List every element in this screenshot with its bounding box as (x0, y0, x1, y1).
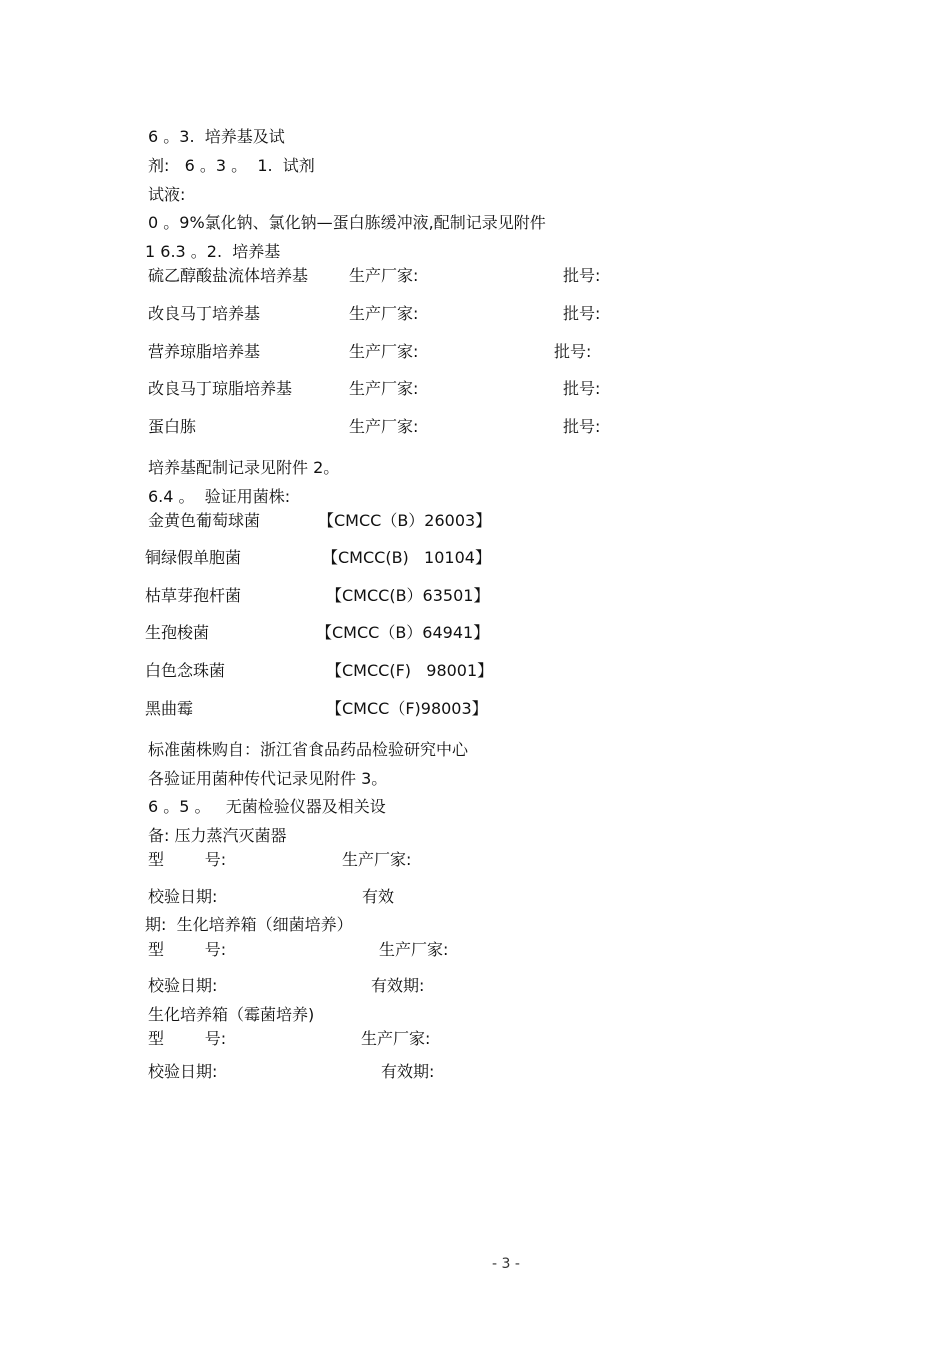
strain-code: 【CMCC（B）26003】 (318, 511, 492, 530)
section-6-5-title-cont: 备: 压力蒸汽灭菌器 (148, 826, 287, 845)
strain-code: 【CMCC(B）63501】 (326, 586, 490, 605)
strain-name: 白色念珠菌 (145, 661, 226, 680)
bacteria-incubator-valid-label: 有效期: (371, 976, 425, 995)
media-batch-label: 批号: (563, 417, 601, 436)
media-name: 改良马丁培养基 (148, 304, 261, 323)
media-manufacturer-label: 生产厂家: (349, 266, 419, 285)
reagent-line: 剂: 6 。3 。 1. 试剂 (148, 156, 315, 175)
solution-desc: 0 。9%氯化钠、氯化钠—蛋白胨缓冲液,配制记录见附件 (148, 213, 546, 232)
strain-name: 枯草芽孢杆菌 (145, 586, 242, 605)
autoclave-manufacturer-label: 生产厂家: (342, 850, 412, 869)
media-subheading: 1 6.3 。2. 培养基 (145, 242, 281, 261)
page-number: - 3 - (492, 1256, 520, 1272)
mold-incubator-valid-label: 有效期: (381, 1062, 435, 1081)
autoclave-calib-label: 校验日期: (148, 887, 218, 906)
strain-code: 【CMCC（F)98003】 (326, 699, 488, 718)
autoclave-model-label: 型 号: (148, 850, 227, 869)
media-name: 改良马丁琼脂培养基 (148, 379, 293, 398)
media-manufacturer-label: 生产厂家: (349, 417, 419, 436)
strain-code: 【CMCC(F) 98001】 (326, 661, 494, 680)
media-record-note: 培养基配制记录见附件 2。 (148, 458, 340, 477)
autoclave-valid-label: 有效 (362, 887, 395, 906)
strain-code: 【CMCC（B）64941】 (316, 623, 490, 642)
mold-incubator-manufacturer-label: 生产厂家: (361, 1029, 431, 1048)
media-name: 硫乙醇酸盐流体培养基 (148, 266, 309, 285)
bacteria-incubator-model-label: 型 号: (148, 940, 227, 959)
mold-incubator-model-label: 型 号: (148, 1029, 227, 1048)
bacteria-incubator-manufacturer-label: 生产厂家: (379, 940, 449, 959)
strain-source: 标准菌株购自：浙江省食品药品检验研究中心 (148, 740, 469, 759)
media-manufacturer-label: 生产厂家: (349, 379, 419, 398)
strain-name: 黑曲霉 (145, 699, 194, 718)
section-6-5-title: 6 。5 。 无菌检验仪器及相关设 (148, 797, 386, 816)
strain-name: 铜绿假单胞菌 (145, 548, 242, 567)
media-batch-label: 批号: (554, 342, 592, 361)
strain-code: 【CMCC(B) 10104】 (322, 548, 491, 567)
mold-incubator-calib-label: 校验日期: (148, 1062, 218, 1081)
media-name: 营养琼脂培养基 (148, 342, 261, 361)
media-batch-label: 批号: (563, 266, 601, 285)
bacteria-incubator-calib-label: 校验日期: (148, 976, 218, 995)
strain-name: 生孢梭菌 (145, 623, 210, 642)
section-6-4-title: 6.4 。 验证用菌株: (148, 487, 291, 506)
mold-incubator-title: 生化培养箱（霉菌培养) (148, 1005, 315, 1024)
media-name: 蛋白胨 (148, 417, 197, 436)
media-manufacturer-label: 生产厂家: (349, 304, 419, 323)
strain-record-note: 各验证用菌种传代记录见附件 3。 (148, 769, 388, 788)
media-manufacturer-label: 生产厂家: (349, 342, 419, 361)
media-batch-label: 批号: (563, 379, 601, 398)
section-6-3-title: 6 。3. 培养基及试 (148, 127, 285, 146)
test-solution-label: 试液: (148, 185, 186, 204)
media-batch-label: 批号: (563, 304, 601, 323)
bacteria-incubator-line: 期: 生化培养箱（细菌培养） (145, 915, 353, 934)
strain-name: 金黄色葡萄球菌 (148, 511, 261, 530)
